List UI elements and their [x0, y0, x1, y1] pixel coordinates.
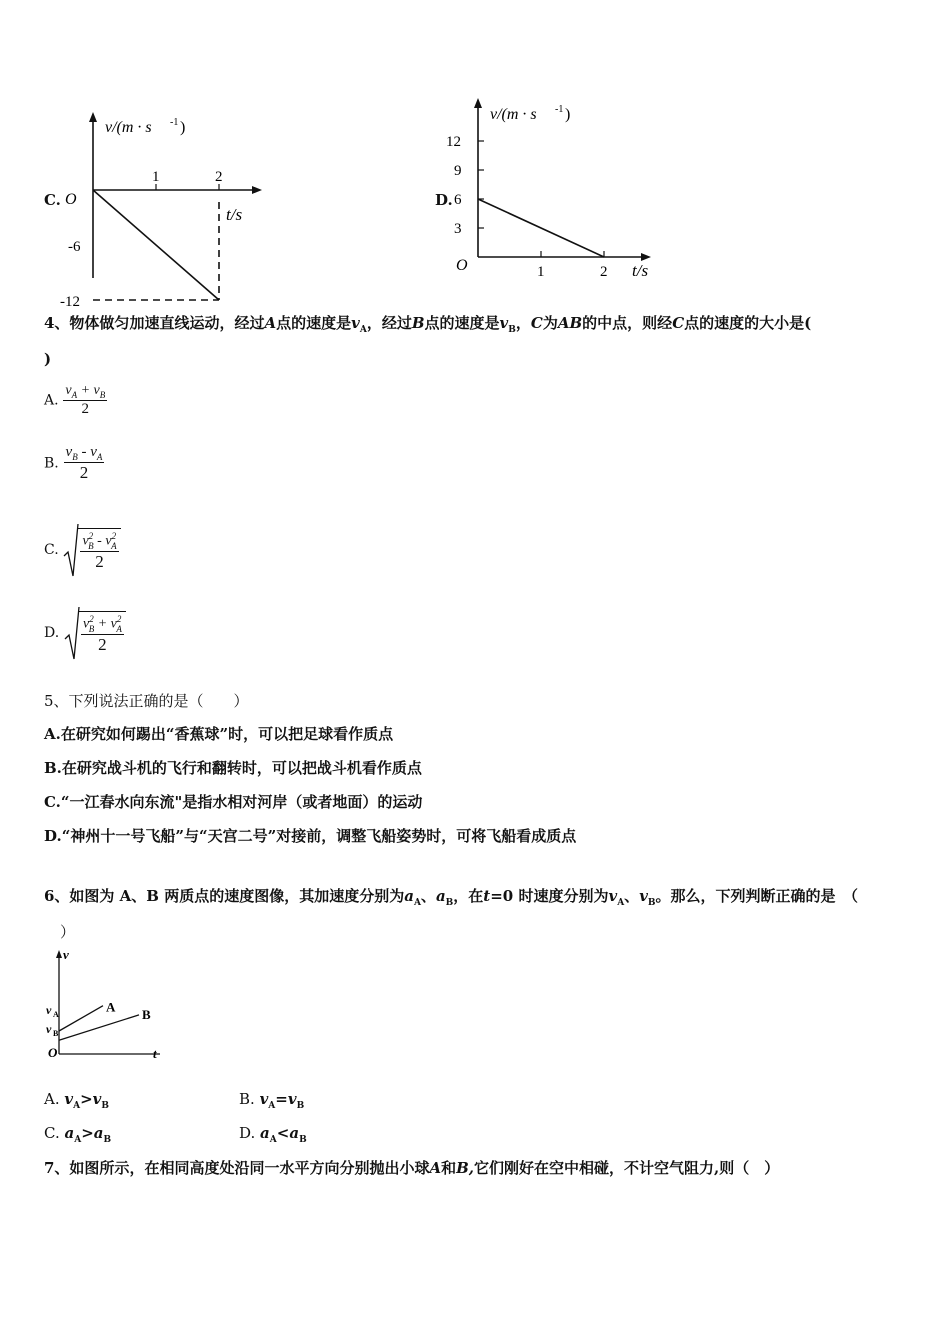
graph-d-xtick-label: 2 [600, 264, 608, 280]
graph-d-origin: O [456, 257, 468, 274]
radical-sign-icon [64, 605, 80, 661]
q6-close: ） [60, 923, 76, 941]
graph-c-xtick-label: 1 [152, 169, 160, 185]
q4-option-c[interactable]: C. $\frac{v^2_B - v^2_A}{2}$ [44, 522, 121, 578]
q4-stem: 4、物体做匀加速直线运动，经过A点的速度是$v_A$，经过B点的速度是$v_B$，C为AB的中点，则经C点的速度的大小是( [44, 314, 812, 335]
q6-ylabel: v [63, 947, 69, 962]
graph-c-ytick-label: -12 [60, 294, 80, 310]
q5-option-b[interactable]: B.在研究战斗机的飞行和翻转时，可以把战斗机看作质点 [44, 759, 422, 777]
graph-d-ylabel-exp: -1 [555, 104, 564, 115]
graph-d-xlabel: t/s [632, 261, 649, 280]
graph-d-option-label: D. [435, 191, 453, 209]
q4-option-c-fraction: $\frac{v^2_B - v^2_A}{2}$ [78, 528, 120, 571]
graph-c-xtick-label: 2 [215, 169, 223, 185]
q6-option-b[interactable]: B. $v_A=v_B$ [239, 1090, 305, 1111]
graph-c-ytick-label: -6 [68, 239, 81, 255]
graph-d-series-line [478, 199, 604, 257]
graph-d [440, 95, 660, 285]
graph-c-series-line [93, 190, 219, 300]
q6-stem: 6、如图为 A、B 两质点的速度图像，其加速度分别为$a_A$、$a_B$，在t=0 时速度分别为$v_A$、$v_B$。那么，下列判断正确的是 （ [44, 887, 859, 908]
graph-c [58, 108, 268, 310]
q6-series-line-b [59, 1015, 139, 1040]
graph-d-x-arrow [641, 253, 651, 261]
q6-series-label-b: B [142, 1006, 151, 1022]
q4-close: ) [44, 350, 52, 368]
graph-c-ylabel-close: ) [180, 119, 186, 136]
graph-d-xtick-label: 1 [537, 264, 545, 280]
q6-xlabel: t [153, 1046, 157, 1061]
q4-option-d[interactable]: D. $\frac{v^2_B + v^2_A}{2}$ [44, 605, 126, 661]
q6-series-line-a [59, 1006, 103, 1031]
q6-option-a[interactable]: A. $v_A>v_B$ [44, 1090, 109, 1111]
graph-d-ytick-label: 12 [446, 134, 461, 150]
graph-d-ylabel: v/(m · s [490, 106, 537, 123]
q6-option-d[interactable]: D. $a_A<a_B$ [239, 1124, 307, 1145]
graph-d-ytick-label: 3 [454, 221, 462, 237]
q6-origin: O [48, 1045, 58, 1060]
q6-series-label-a: A [106, 999, 116, 1015]
q5-option-a[interactable]: A.在研究如何踢出“香蕉球”时，可以把足球看作质点 [44, 725, 394, 743]
graph-d-y-arrow [474, 98, 482, 108]
q4-option-a[interactable]: A. $\frac{v_A + v_B}{2}$ [44, 383, 106, 417]
q4-option-b[interactable]: B. $\frac{v_B - v_A}{2}$ [44, 444, 103, 482]
graph-c-ylabel: v/(m · s [105, 119, 152, 136]
q4-option-b-fraction: $\frac{v_B - v_A}{2}$ [65, 444, 103, 482]
graph-d-ytick-label: 6 [454, 192, 462, 208]
graph-c-ylabel-exp: -1 [170, 117, 179, 128]
q5-option-c[interactable]: C.“一江春水向东流"是指水相对河岸（或者地面）的运动 [44, 793, 423, 811]
graph-c-y-arrow [89, 112, 97, 122]
graph-d-ytick-label: 9 [454, 163, 462, 179]
radical-sign-icon [63, 522, 79, 578]
q6-option-c[interactable]: C. $a_A>a_B$ [44, 1124, 112, 1145]
q6-va-label: v [46, 1003, 52, 1017]
graph-c-xlabel: t/s [226, 205, 243, 224]
q7-stem: 7、如图所示，在相同高度处沿同一水平方向分别抛出小球A和B,它们刚好在空中相碰，不计空气阻力,则（ ） [44, 1159, 780, 1177]
q4-option-d-fraction: $\frac{v^2_B + v^2_A}{2}$ [79, 611, 126, 654]
graph-d-ylabel-close: ) [565, 106, 571, 123]
q6-vb-sub: B [53, 1029, 59, 1038]
q5-stem: 5、下列说法正确的是（ ） [44, 692, 249, 710]
q6-y-arrow [56, 950, 62, 958]
graph-c-option-label: C. [44, 191, 61, 209]
q5-option-d[interactable]: D.“神州十一号飞船”与“天宫二号”对接前，调整飞船姿势时，可将飞船看成质点 [44, 827, 577, 845]
graph-c-origin: O [65, 191, 77, 208]
q6-graph [40, 942, 180, 1064]
graph-c-x-arrow [252, 186, 262, 194]
q6-va-sub: A [53, 1010, 59, 1019]
q6-vb-label: v [46, 1022, 52, 1036]
q4-option-a-fraction: $\frac{v_A + v_B}{2}$ [65, 383, 106, 417]
